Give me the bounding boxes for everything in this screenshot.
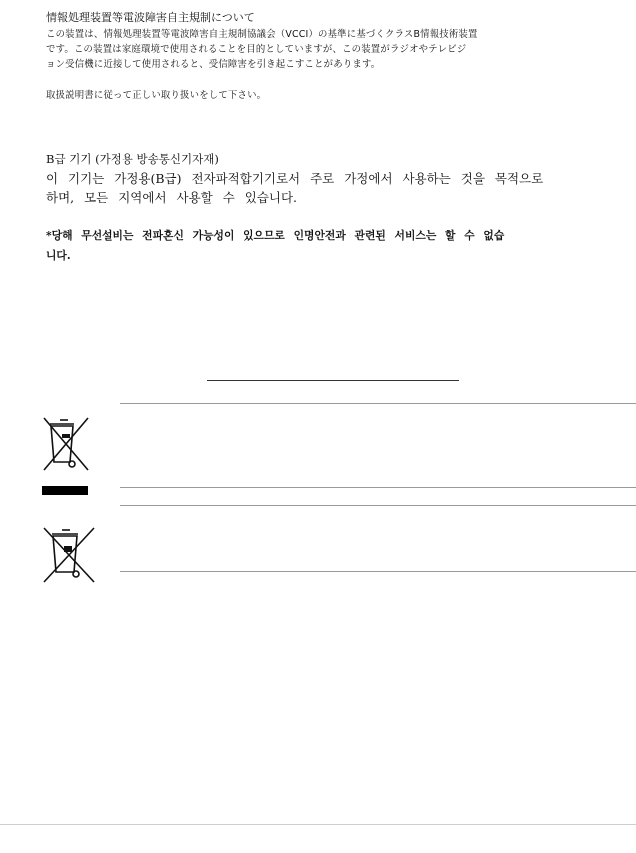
footer-rule xyxy=(0,824,636,825)
solid-bar-marker xyxy=(42,486,88,495)
crossed-out-wheelie-bin-icon xyxy=(40,414,92,478)
separator-rule xyxy=(207,380,459,381)
section-rule-bottom-2 xyxy=(120,571,636,572)
crossed-out-wheelie-bin-icon xyxy=(40,524,98,590)
section-rule-top-2 xyxy=(120,505,636,506)
korean-body-line-1: 이 기기는 가정용(B급) 전자파적합기기로서 주로 가정에서 사용하는 것을 목적으로 xyxy=(46,171,544,186)
korean-warning-line-2: 니다. xyxy=(46,249,71,262)
korean-title: B급 기기 (가정용 방송통신기자재) xyxy=(46,152,219,166)
section-rule-top-1 xyxy=(120,403,636,404)
korean-warning-line-1: *당해 무선설비는 전파혼신 가능성이 있으므로 인명안전과 관련된 서비스는 할 수 없습 xyxy=(46,229,505,242)
korean-body-line-2: 하며, 모든 지역에서 사용할 수 있습니다. xyxy=(46,190,298,205)
vcci-text-line-1: この装置は、情報処理装置等電波障害自主規制協議会（VCCI）の基準に基づくクラスB情報技術装置 xyxy=(46,29,478,40)
section-rule-bottom-1 xyxy=(120,487,636,488)
vcci-note: 取扱説明書に従って正しい取り扱いをして下さい。 xyxy=(46,90,267,101)
vcci-text-line-2: です。この装置は家庭環境で使用されることを目的としていますが、この装置がラジオやテレビジ xyxy=(46,44,467,55)
vcci-title: 情報処理装置等電波障害自主規制について xyxy=(46,11,255,24)
vcci-text-line-3: ョン受信機に近接して使用されると、受信障害を引き起こすことがあります。 xyxy=(46,59,381,70)
